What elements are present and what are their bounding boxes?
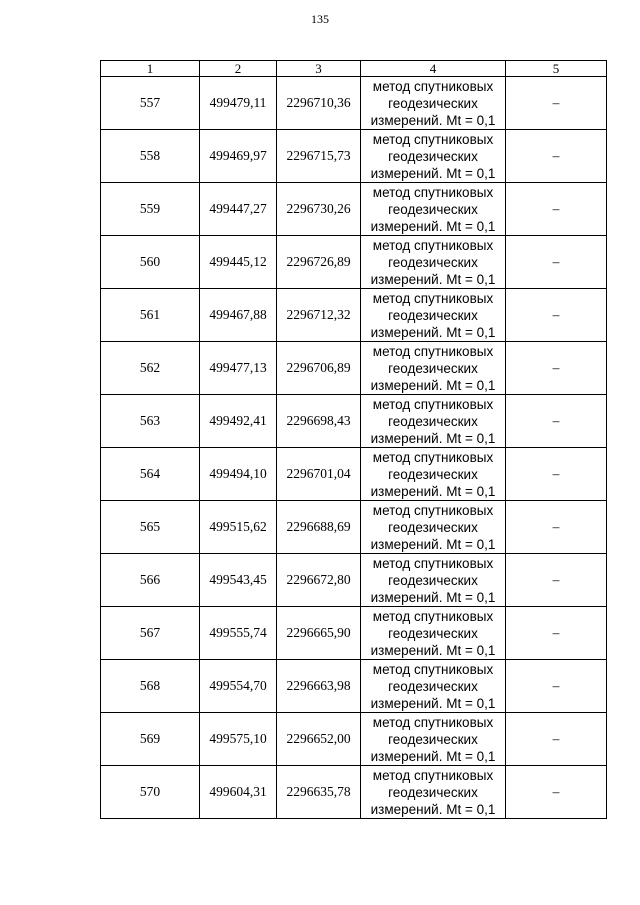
- method-line: метод спутниковых: [372, 449, 494, 465]
- coord-x: 499555,74: [200, 607, 277, 660]
- coord-y: 2296635,78: [277, 766, 361, 819]
- note-dash: –: [506, 660, 607, 713]
- method-line: метод спутниковых: [372, 237, 494, 253]
- method-line: метод спутниковых: [372, 290, 494, 306]
- coord-x: 499515,62: [200, 501, 277, 554]
- note-dash: –: [506, 289, 607, 342]
- coord-x: 499543,45: [200, 554, 277, 607]
- method-line: измерений. Mt = 0,1: [370, 536, 496, 552]
- coord-y: 2296652,00: [277, 713, 361, 766]
- method-line: геодезических: [388, 201, 478, 217]
- method-line: метод спутниковых: [372, 714, 494, 730]
- point-number: 564: [101, 448, 200, 501]
- point-number: 570: [101, 766, 200, 819]
- point-number: 559: [101, 183, 200, 236]
- table-row: [101, 554, 607, 607]
- coord-x: 499477,13: [200, 342, 277, 395]
- method-line: геодезических: [388, 413, 478, 429]
- method-line: геодезических: [388, 254, 478, 270]
- method-line: метод спутниковых: [372, 184, 494, 200]
- note-dash: –: [506, 395, 607, 448]
- coord-y: 2296672,80: [277, 554, 361, 607]
- method-line: измерений. Mt = 0,1: [370, 271, 496, 287]
- method-line: геодезических: [388, 95, 478, 111]
- method-line: метод спутниковых: [372, 343, 494, 359]
- note-dash: –: [506, 766, 607, 819]
- method-line: метод спутниковых: [372, 608, 494, 624]
- header-col-4: 4: [361, 61, 506, 77]
- coord-x: 499604,31: [200, 766, 277, 819]
- table-row: [101, 77, 607, 130]
- method-line: метод спутниковых: [372, 131, 494, 147]
- measurement-method: [361, 395, 506, 448]
- table-row: [101, 607, 607, 660]
- method-line: метод спутниковых: [372, 555, 494, 571]
- coord-x: 499479,11: [200, 77, 277, 130]
- measurement-method: [361, 289, 506, 342]
- method-line: измерений. Mt = 0,1: [370, 589, 496, 605]
- table-row: [101, 342, 607, 395]
- point-number: 567: [101, 607, 200, 660]
- measurement-method: [361, 448, 506, 501]
- table-row: [101, 766, 607, 819]
- table-row: [101, 289, 607, 342]
- coord-x: 499575,10: [200, 713, 277, 766]
- coord-y: 2296701,04: [277, 448, 361, 501]
- coord-y: 2296698,43: [277, 395, 361, 448]
- method-line: измерений. Mt = 0,1: [370, 324, 496, 340]
- table-row: [101, 660, 607, 713]
- point-number: 562: [101, 342, 200, 395]
- coord-y: 2296710,36: [277, 77, 361, 130]
- method-line: метод спутниковых: [372, 396, 494, 412]
- header-col-5: 5: [506, 61, 607, 77]
- method-line: геодезических: [388, 148, 478, 164]
- coord-x: 499467,88: [200, 289, 277, 342]
- page-number: 135: [311, 12, 329, 26]
- coord-x: 499492,41: [200, 395, 277, 448]
- table-row: [101, 448, 607, 501]
- measurement-method: [361, 77, 506, 130]
- table-header-row: [101, 61, 607, 77]
- note-dash: –: [506, 554, 607, 607]
- method-line: геодезических: [388, 731, 478, 747]
- coord-y: 2296712,32: [277, 289, 361, 342]
- point-number: 560: [101, 236, 200, 289]
- note-dash: –: [506, 501, 607, 554]
- coordinates-table: [100, 60, 607, 819]
- coord-x: 499494,10: [200, 448, 277, 501]
- method-line: геодезических: [388, 572, 478, 588]
- method-line: геодезических: [388, 519, 478, 535]
- method-line: измерений. Mt = 0,1: [370, 165, 496, 181]
- coord-x: 499447,27: [200, 183, 277, 236]
- method-line: геодезических: [388, 784, 478, 800]
- method-line: измерений. Mt = 0,1: [370, 377, 496, 393]
- method-line: измерений. Mt = 0,1: [370, 642, 496, 658]
- coord-x: 499554,70: [200, 660, 277, 713]
- note-dash: –: [506, 130, 607, 183]
- point-number: 561: [101, 289, 200, 342]
- coord-y: 2296663,98: [277, 660, 361, 713]
- measurement-method: [361, 607, 506, 660]
- method-line: метод спутниковых: [372, 502, 494, 518]
- method-line: измерений. Mt = 0,1: [370, 218, 496, 234]
- measurement-method: [361, 766, 506, 819]
- note-dash: –: [506, 183, 607, 236]
- note-dash: –: [506, 448, 607, 501]
- point-number: 569: [101, 713, 200, 766]
- coord-x: 499445,12: [200, 236, 277, 289]
- table-body: [101, 77, 607, 819]
- method-line: измерений. Mt = 0,1: [370, 483, 496, 499]
- method-line: метод спутниковых: [372, 661, 494, 677]
- measurement-method: [361, 130, 506, 183]
- table-row: [101, 713, 607, 766]
- coord-y: 2296715,73: [277, 130, 361, 183]
- coord-y: 2296688,69: [277, 501, 361, 554]
- method-line: измерений. Mt = 0,1: [370, 430, 496, 446]
- point-number: 563: [101, 395, 200, 448]
- coord-y: 2296665,90: [277, 607, 361, 660]
- header-col-3: 3: [277, 61, 361, 77]
- coord-y: 2296726,89: [277, 236, 361, 289]
- point-number: 566: [101, 554, 200, 607]
- measurement-method: [361, 660, 506, 713]
- point-number: 568: [101, 660, 200, 713]
- header-col-2: 2: [200, 61, 277, 77]
- method-line: геодезических: [388, 307, 478, 323]
- note-dash: –: [506, 342, 607, 395]
- method-line: измерений. Mt = 0,1: [370, 748, 496, 764]
- method-line: геодезических: [388, 466, 478, 482]
- coord-x: 499469,97: [200, 130, 277, 183]
- note-dash: –: [506, 77, 607, 130]
- measurement-method: [361, 713, 506, 766]
- table-row: [101, 501, 607, 554]
- note-dash: –: [506, 236, 607, 289]
- method-line: измерений. Mt = 0,1: [370, 695, 496, 711]
- coord-y: 2296706,89: [277, 342, 361, 395]
- measurement-method: [361, 501, 506, 554]
- point-number: 558: [101, 130, 200, 183]
- method-line: метод спутниковых: [372, 767, 494, 783]
- table-row: [101, 183, 607, 236]
- note-dash: –: [506, 607, 607, 660]
- header-col-1: 1: [101, 61, 200, 77]
- note-dash: –: [506, 713, 607, 766]
- method-line: измерений. Mt = 0,1: [370, 801, 496, 817]
- table-row: [101, 395, 607, 448]
- measurement-method: [361, 554, 506, 607]
- method-line: измерений. Mt = 0,1: [370, 112, 496, 128]
- point-number: 565: [101, 501, 200, 554]
- table-row: [101, 236, 607, 289]
- measurement-method: [361, 236, 506, 289]
- measurement-method: [361, 342, 506, 395]
- method-line: геодезических: [388, 625, 478, 641]
- method-line: геодезических: [388, 678, 478, 694]
- method-line: метод спутниковых: [372, 78, 494, 94]
- method-line: геодезических: [388, 360, 478, 376]
- coord-y: 2296730,26: [277, 183, 361, 236]
- point-number: 557: [101, 77, 200, 130]
- table-row: [101, 130, 607, 183]
- measurement-method: [361, 183, 506, 236]
